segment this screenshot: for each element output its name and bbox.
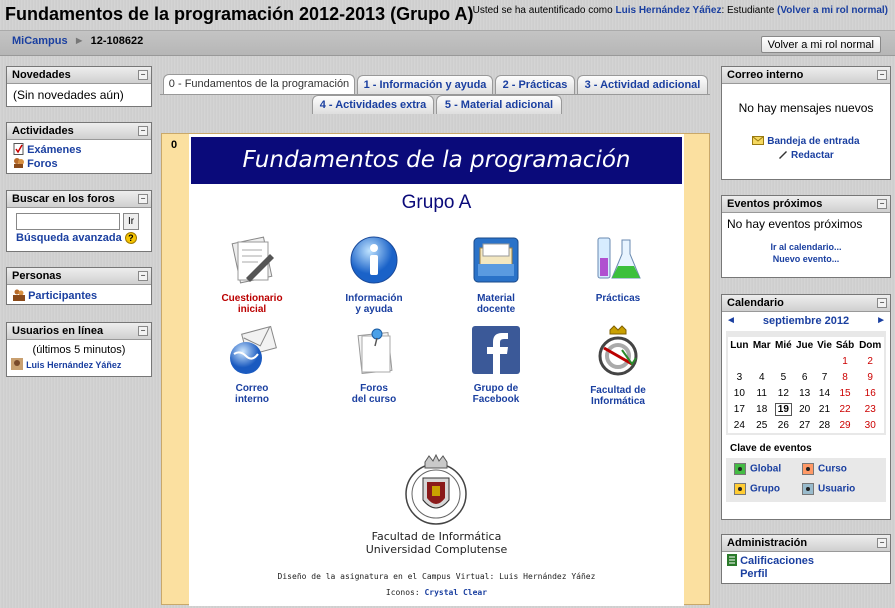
calendar-day-number: 26	[777, 419, 789, 431]
upcoming-events-block-title: Eventos próximos	[727, 198, 823, 210]
calendar-day[interactable]	[834, 417, 857, 433]
weekday-header: Sáb	[835, 339, 855, 351]
calendar-week-row	[728, 369, 884, 385]
event-key-group[interactable]	[734, 483, 780, 495]
news-block	[6, 66, 152, 107]
next-month-button[interactable]: ►	[876, 315, 886, 326]
forum-search-block-header	[7, 191, 151, 208]
calendar-day[interactable]	[834, 369, 857, 385]
calendar-day-number: 25	[756, 419, 768, 431]
tile-label: Prácticas	[595, 293, 641, 304]
calendar-day-number: 21	[818, 403, 831, 415]
university-crest-icon	[403, 454, 469, 529]
tab-row-divider	[160, 94, 710, 95]
compose-pen-icon	[778, 149, 788, 159]
crystal-clear-link[interactable]: Crystal Clear	[424, 588, 488, 597]
online-user-item[interactable]	[7, 356, 151, 373]
activity-exams[interactable]	[13, 143, 145, 157]
calendar-block-header	[722, 295, 890, 312]
calendar-day-number: 28	[818, 419, 831, 431]
inbox-link[interactable]: Bandeja de entrada	[767, 136, 860, 147]
icons-credit-prefix: Iconos:	[385, 588, 425, 597]
calendar-day[interactable]	[794, 401, 815, 417]
upcoming-events-block	[721, 195, 891, 278]
no-events-text: No hay eventos próximos	[727, 217, 863, 231]
calendar-day-number: 18	[756, 403, 768, 415]
calendar-day[interactable]	[751, 369, 773, 385]
activities-block-title: Actividades	[12, 125, 74, 137]
calendar-day-number: 13	[799, 387, 811, 399]
calendar-week-row	[728, 417, 884, 433]
calendar-day[interactable]	[751, 417, 773, 433]
calendar-day[interactable]	[815, 417, 833, 433]
calendar-day-number: 9	[867, 371, 873, 383]
calendar-day[interactable]	[773, 369, 794, 385]
tab-section-0[interactable]: 0 - Fundamentos de la programación	[163, 74, 355, 94]
new-event-link[interactable]: Nuevo evento...	[772, 254, 840, 264]
calendar-day[interactable]	[815, 401, 833, 417]
collapse-icon[interactable]: −	[138, 271, 148, 281]
calendar-day-number: 19	[775, 403, 792, 416]
avatar	[11, 358, 23, 370]
faculty-name: Facultad de Informática	[371, 530, 502, 543]
administration-block	[721, 534, 891, 584]
navbar	[0, 30, 895, 56]
tab-section-2[interactable]: 2 - Prácticas	[495, 75, 575, 94]
online-window: (últimos 5 minutos)	[32, 344, 126, 356]
exams-link[interactable]: Exámenes	[27, 144, 82, 156]
calendar-days	[728, 353, 884, 433]
online-users-block-title: Usuarios en línea	[12, 325, 104, 337]
forum-search-input[interactable]	[16, 213, 120, 230]
activities-block	[6, 122, 152, 174]
quiz-icon	[13, 143, 24, 155]
administration-block-header	[722, 535, 890, 552]
online-users-block	[6, 322, 152, 377]
calendar-day[interactable]	[728, 417, 751, 433]
calendar-empty-day	[773, 353, 794, 369]
page-title: Fundamentos de la programación 2012-2013 (Grupo A)	[5, 4, 474, 24]
grades-icon	[727, 554, 737, 566]
tab-section-5[interactable]: 5 - Material adicional	[436, 95, 562, 114]
compose-link[interactable]: Redactar	[790, 150, 834, 161]
calendar-day-number: 24	[733, 419, 745, 431]
advanced-search-link[interactable]: Búsqueda avanzada	[16, 232, 122, 244]
event-key-global[interactable]	[734, 463, 781, 475]
participants-link[interactable]: Participantes	[28, 290, 98, 302]
news-block-header	[7, 67, 151, 84]
calendar-day[interactable]	[815, 369, 833, 385]
section-number: 0	[171, 139, 178, 151]
upcoming-events-block-header	[722, 196, 890, 213]
tab-section-3[interactable]: 3 - Actividad adicional	[577, 75, 708, 94]
calendar-month[interactable]: septiembre 2012	[762, 315, 850, 327]
event-key-label: Grupo	[750, 483, 780, 495]
calendar-day[interactable]	[728, 369, 751, 385]
eye-icon	[734, 463, 746, 475]
calendar-block-title: Calendario	[727, 297, 784, 309]
calendar-day[interactable]	[773, 417, 794, 433]
calendar-day[interactable]	[794, 417, 815, 433]
calendar-day-number: 16	[864, 387, 876, 399]
calendar-empty-day	[815, 353, 833, 369]
forum-search-block	[6, 190, 152, 252]
users-icon	[13, 289, 25, 301]
collapse-icon[interactable]: −	[877, 199, 887, 209]
calendar-day-number: 15	[839, 387, 851, 399]
event-key	[726, 458, 886, 502]
tile-teaching-material[interactable]	[441, 234, 551, 315]
calendar-week-row	[728, 401, 884, 417]
login-info	[473, 5, 888, 16]
calendar-nav	[722, 315, 890, 331]
return-role-button[interactable]: Volver a mi rol normal	[761, 36, 881, 53]
calendar-empty-day	[751, 353, 773, 369]
calendar-day-number: 12	[777, 387, 789, 399]
collapse-icon[interactable]: −	[138, 70, 148, 80]
calendar-day[interactable]	[856, 417, 884, 433]
weekday-header: Dom	[859, 339, 882, 351]
faculty-logo-icon	[592, 322, 644, 378]
event-key-label: Usuario	[818, 483, 856, 495]
tab-section-1[interactable]: 1 - Información y ayuda	[357, 75, 493, 94]
event-key-user[interactable]	[802, 483, 855, 495]
eye-icon	[734, 483, 746, 495]
tile-facebook-group[interactable]	[441, 324, 551, 405]
participants-item[interactable]	[7, 285, 151, 306]
mail-block-title: Correo interno	[727, 69, 804, 81]
calendar-day[interactable]	[751, 385, 773, 401]
event-key-label: Curso	[818, 463, 847, 475]
grades-link[interactable]: Calificaciones	[740, 555, 815, 567]
calendar-week-row	[728, 353, 884, 369]
calendar-day-number: 14	[818, 387, 831, 399]
weekday-header: Mié	[775, 339, 792, 351]
tile-label: Correo interno	[235, 383, 269, 405]
login-role: : Estudiante	[721, 5, 775, 16]
tile-initial-quiz[interactable]	[197, 234, 307, 315]
activities-block-header	[7, 123, 151, 140]
faculty-caption	[189, 530, 684, 556]
lab-flask-icon	[592, 234, 644, 286]
people-block	[6, 267, 152, 305]
collapse-icon[interactable]: −	[138, 194, 148, 204]
calendar-day-number: 29	[839, 419, 851, 431]
calendar-day-number: 23	[864, 403, 876, 415]
collapse-icon[interactable]: −	[877, 538, 887, 548]
event-key-course[interactable]	[802, 463, 847, 475]
news-block-title: Novedades	[12, 69, 71, 81]
calendar-day[interactable]	[815, 385, 833, 401]
calendar-day-number: 27	[799, 419, 811, 431]
collapse-icon[interactable]: −	[877, 298, 887, 308]
calendar-day-number: 4	[758, 371, 765, 383]
breadcrumb-home-link[interactable]: MiCampus	[12, 35, 68, 47]
calendar-day[interactable]	[856, 385, 884, 401]
calendar-day[interactable]	[773, 385, 794, 401]
no-messages-text: No hay mensajes nuevos	[738, 101, 874, 115]
calendar-day-number: 6	[801, 371, 808, 383]
calendar-day-number: 5	[780, 371, 787, 383]
calendar-day[interactable]	[794, 369, 815, 385]
calendar-day[interactable]	[856, 401, 884, 417]
section-tabs	[160, 74, 710, 120]
calendar-day-number: 3	[736, 371, 743, 383]
info-icon	[348, 234, 400, 286]
admin-profile-item[interactable]	[727, 567, 885, 580]
calendar-day[interactable]	[773, 401, 794, 417]
calendar-weekday-row	[728, 337, 884, 353]
tile-info-help[interactable]	[319, 234, 429, 315]
course-section	[161, 133, 710, 605]
calendar-day-number: 20	[799, 403, 811, 415]
compose-item[interactable]	[722, 149, 890, 161]
help-icon[interactable]: ?	[125, 232, 137, 244]
forums-link[interactable]: Foros	[27, 158, 58, 170]
tile-label: Facultad de Informática	[590, 385, 646, 407]
calendar-day[interactable]	[728, 401, 751, 417]
forum-search-button[interactable]: Ir	[123, 213, 139, 230]
collapse-icon[interactable]: −	[138, 126, 148, 136]
eye-icon	[802, 463, 814, 475]
tab-section-4[interactable]: 4 - Actividades extra	[312, 95, 434, 114]
tile-internal-mail[interactable]	[197, 324, 307, 405]
calendar-day[interactable]	[728, 385, 751, 401]
news-empty-text: (Sin novedades aún)	[13, 88, 124, 102]
calendar-day[interactable]	[834, 401, 857, 417]
inbox-item[interactable]	[722, 136, 890, 147]
calendar-day[interactable]	[834, 353, 857, 369]
eye-icon	[802, 483, 814, 495]
tile-label: Foros del curso	[351, 383, 397, 405]
user-profile-link[interactable]: Luis Hernández Yáñez	[615, 5, 722, 16]
login-prefix: Usted se ha autentificado como	[472, 5, 613, 16]
online-user-link[interactable]: Luis Hernández Yáñez	[26, 360, 122, 370]
calendar-empty-day	[728, 353, 751, 369]
calendar-empty-day	[794, 353, 815, 369]
university-name: Universidad Complutense	[365, 543, 508, 556]
envelope-icon	[752, 136, 764, 145]
mail-block-header	[722, 67, 890, 84]
calendar-grid	[728, 337, 884, 433]
calendar-day-number: 2	[867, 355, 873, 367]
tile-label: Material docente	[476, 293, 516, 315]
calendar-week-row	[728, 385, 884, 401]
event-key-label: Global	[750, 463, 782, 475]
calendar-day-number: 17	[733, 403, 745, 415]
collapse-icon[interactable]: −	[138, 326, 148, 336]
tile-label: Grupo de Facebook	[472, 383, 520, 405]
go-to-calendar-link[interactable]: Ir al calendario...	[770, 242, 842, 252]
calendar-block	[721, 294, 891, 520]
weekday-header: Jue	[796, 339, 814, 351]
calendar-day-number: 11	[756, 387, 767, 399]
tile-faculty[interactable]	[563, 322, 673, 407]
breadcrumb	[12, 35, 143, 47]
tile-label: Información y ayuda	[345, 293, 403, 315]
weekday-header: Vie	[817, 339, 832, 351]
breadcrumb-separator: ►	[73, 35, 85, 47]
calendar-day[interactable]	[751, 401, 773, 417]
event-key-title: Clave de eventos	[730, 443, 812, 454]
activity-forums[interactable]	[13, 157, 145, 171]
profile-link[interactable]: Perfil	[740, 568, 768, 580]
administration-block-title: Administración	[727, 537, 808, 549]
collapse-icon[interactable]: −	[877, 70, 887, 80]
tile-label: Cuestionario inicial	[221, 293, 283, 315]
profile-icon	[727, 567, 737, 579]
calendar-day[interactable]	[856, 369, 884, 385]
calendar-day[interactable]	[794, 385, 815, 401]
forum-icon	[13, 157, 24, 169]
tile-course-forums[interactable]	[319, 324, 429, 405]
admin-grades-item[interactable]	[727, 554, 885, 567]
calendar-grid-wrapper	[726, 331, 886, 435]
calendar-day[interactable]	[856, 353, 884, 369]
people-block-header	[7, 268, 151, 285]
mail-globe-icon	[226, 324, 278, 376]
weekday-header: Mar	[752, 339, 771, 351]
online-users-block-header	[7, 323, 151, 340]
calendar-day-number: 30	[864, 419, 876, 431]
tile-practicals[interactable]	[563, 234, 673, 304]
people-block-title: Personas	[12, 270, 62, 282]
group-title: Grupo A	[401, 192, 472, 213]
facebook-icon	[470, 324, 522, 376]
calendar-day[interactable]	[834, 385, 857, 401]
page-header	[0, 0, 895, 30]
calendar-day-number: 8	[842, 371, 848, 383]
pinned-note-icon	[348, 324, 400, 376]
calendar-day-number: 1	[842, 355, 848, 367]
prev-month-button[interactable]: ◄	[726, 315, 736, 326]
mail-block	[721, 66, 891, 180]
breadcrumb-course-code: 12-108622	[90, 35, 144, 47]
forum-search-block-title: Buscar en los foros	[12, 193, 115, 205]
course-banner: Fundamentos de la programación	[191, 137, 682, 184]
icons-credit	[189, 588, 684, 597]
return-role-link[interactable]: (Volver a mi rol normal)	[777, 5, 888, 16]
section-summary	[189, 134, 684, 606]
design-credit: Diseño de la asignatura en el Campus Virtual: Luis Hernández Yáñez	[277, 572, 596, 581]
folder-icon	[470, 234, 522, 286]
calendar-day-number: 22	[839, 403, 851, 415]
weekday-header: Lun	[730, 339, 749, 351]
calendar-day-number: 10	[733, 387, 745, 399]
calendar-day-number: 7	[821, 371, 828, 383]
quiz-notepad-icon	[226, 234, 278, 286]
